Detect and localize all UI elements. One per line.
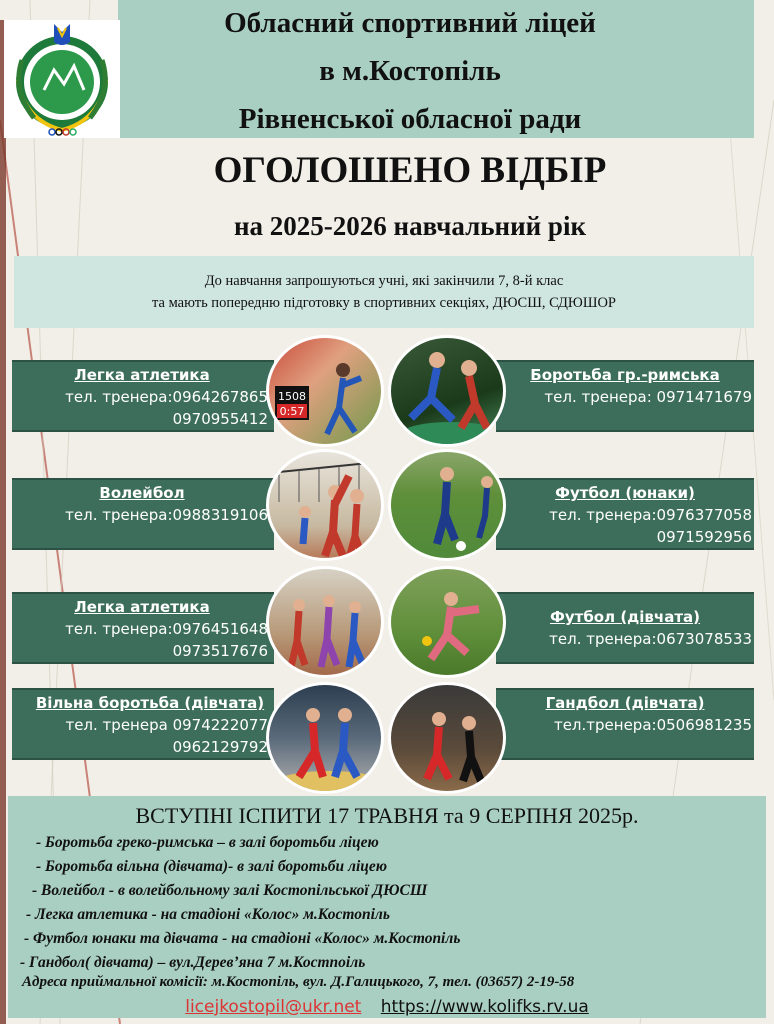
scoreboard-bottom: 0:57 <box>279 405 305 418</box>
exam-line: - Гандбол( дівчата) – вул.Дерев’яна 7 м.Костпоіль <box>20 954 366 971</box>
exam-line: - Футбол юнаки та дівчата - на стадіоні «Колос» м.Костопіль <box>24 930 461 947</box>
coach-phone: тел. тренера:0673078533 <box>549 630 752 648</box>
sport-card-3-phones <box>16 504 268 526</box>
sport-card-2-phones <box>500 386 752 408</box>
sport-card-4 <box>500 482 750 504</box>
sport-name: Гандбол (дівчата) <box>545 694 705 712</box>
exam-line: - Боротьба вільна (дівчата)- в залі боротьби ліцею <box>36 858 388 875</box>
sport-card-8 <box>500 692 750 714</box>
coach-phone: тел. тренера:0964267865 <box>65 388 268 406</box>
exam-line: - Боротьба греко-римська – в залі боротьби ліцею <box>36 834 379 851</box>
coach-phone: тел. тренера 0974222077 <box>65 716 268 734</box>
coach-phone-alt: 0962129792 <box>172 738 268 756</box>
coach-phone: тел. тренера:0976451648 <box>65 620 268 638</box>
sport-name: Футбол (дівчата) <box>549 608 701 626</box>
website-link[interactable]: https://www.kolifks.rv.ua <box>380 997 589 1017</box>
school-emblem <box>4 20 120 138</box>
athletics-runners-photo <box>266 566 384 678</box>
exams-title: ВСТУПНІ ІСПИТИ 17 ТРАВНЯ та 9 СЕРПНЯ 2025р. <box>135 803 639 828</box>
sport-name: Волейбол <box>99 484 185 502</box>
coach-phone-alt: 0973517676 <box>172 642 268 660</box>
sport-card-7-phones <box>16 714 268 758</box>
coach-phone-alt: 0970955412 <box>172 410 268 428</box>
sport-card-1-phones <box>16 386 268 430</box>
exam-line: - Легка атлетика - на стадіоні «Колос» м.Костопіль <box>26 906 390 923</box>
scoreboard-top: 1508 <box>278 390 306 403</box>
announcement-title: ОГОЛОШЕНО ВІДБІР <box>213 150 607 191</box>
sport-card-4-phones <box>500 504 752 548</box>
football-girls-photo <box>388 566 506 678</box>
sport-name: Легка атлетика <box>74 366 210 384</box>
coach-phone: тел. тренера:0976377058 <box>549 506 752 524</box>
invitation-line-1: До навчання запрошуються учні, які закінчили 7, 8-й клас <box>204 273 564 289</box>
sport-card-7 <box>16 692 284 714</box>
exam-line: - Волейбол - в волейбольному залі Костопільської ДЮСШ <box>32 882 428 899</box>
sport-name: Легка атлетика <box>74 598 210 616</box>
school-name-line-1: Обласний спортивний ліцей <box>224 7 596 39</box>
school-name-line-3: Рівненської обласної ради <box>238 103 582 135</box>
sport-name: Боротьба гр.-римська <box>530 366 720 384</box>
wrestling-photo <box>388 335 506 447</box>
sport-card-5 <box>16 596 268 618</box>
athletics-photo <box>266 335 384 447</box>
sport-card-2 <box>500 364 750 386</box>
sport-card-3 <box>16 482 268 504</box>
coach-phone: тел.тренера:0506981235 <box>553 716 752 734</box>
school-name-line-2: в м.Костопіль <box>319 55 501 87</box>
sport-card-5-phones <box>16 618 268 662</box>
invitation-box <box>14 256 754 328</box>
invitation-line-2: та мають попередню підготовку в спортивних секціях, ДЮСШ, СДЮШОР <box>152 295 616 311</box>
handball-photo <box>388 682 506 794</box>
sport-card-8-phones <box>500 714 752 736</box>
coach-phone: тел. тренера: 0971471679 <box>544 388 752 406</box>
admissions-address: Адреса приймальної комісії: м.Костопіль, вул. Д.Галицького, 7, тел. (03657) 2-19-58 <box>22 974 575 990</box>
sport-card-6-phones <box>500 628 752 650</box>
sport-card-6 <box>500 606 750 628</box>
sport-name: Вільна боротьба (дівчата) <box>35 694 265 712</box>
coach-phone-alt: 0971592956 <box>656 528 752 546</box>
coach-phone: тел. тренера:0988319106 <box>65 506 268 524</box>
sport-card-1 <box>16 364 268 386</box>
contacts-row <box>0 997 774 1017</box>
football-boys-photo <box>388 449 506 561</box>
volleyball-photo <box>266 449 384 561</box>
announcement-subtitle: на 2025-2026 навчальний рік <box>233 211 587 241</box>
sport-name: Футбол (юнаки) <box>555 484 695 502</box>
email-link[interactable]: licejkostopil@ukr.net <box>185 997 362 1017</box>
